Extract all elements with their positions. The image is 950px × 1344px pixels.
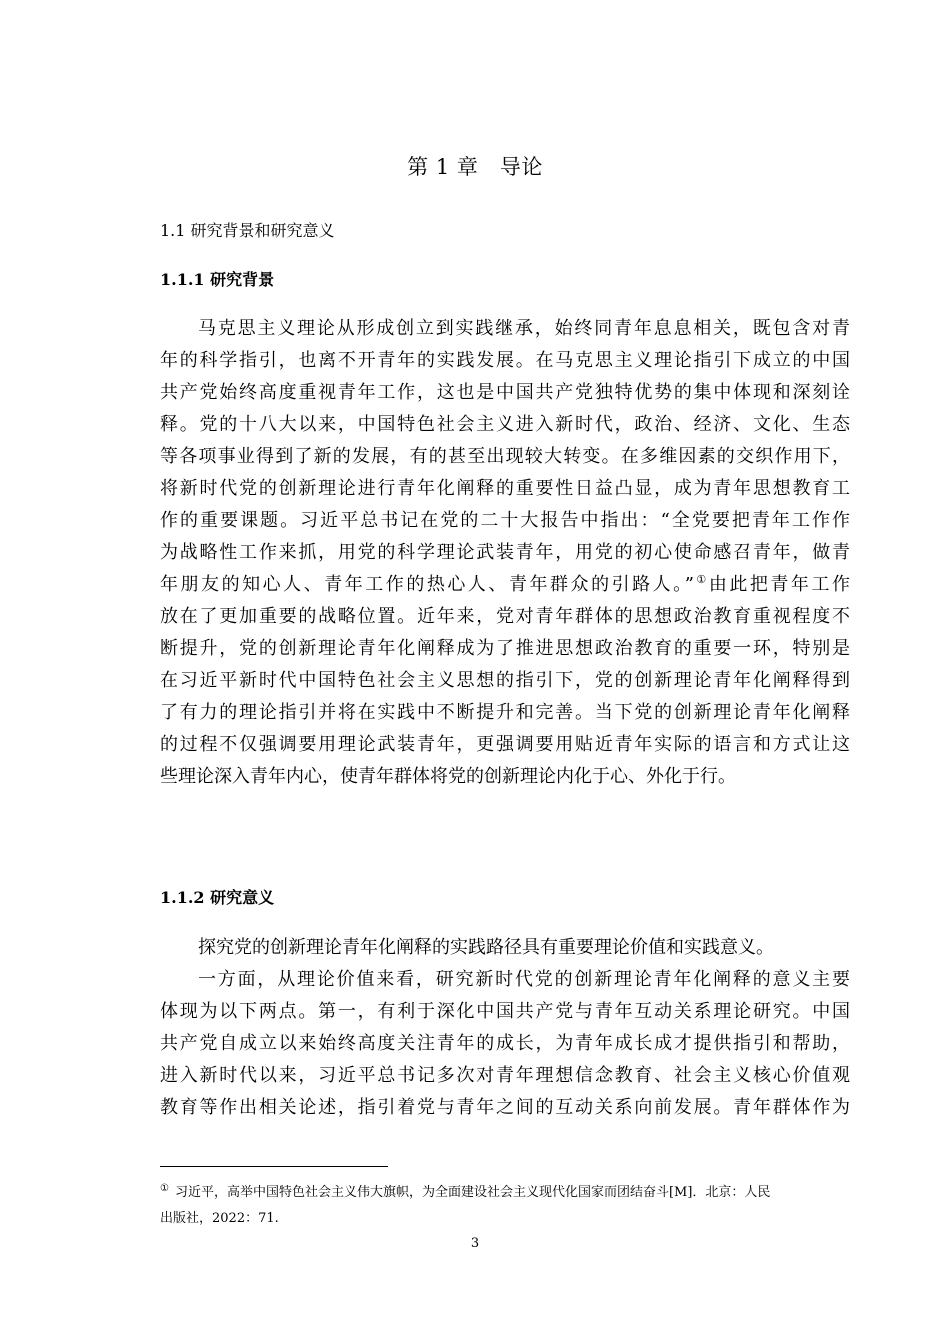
footnote-marker: ①	[693, 573, 709, 586]
paragraph-line: 的过程不仅强调要用理论武装青年，更强调要用贴近青年实际的语言和方式让这	[160, 734, 850, 755]
paragraph-line: 释。党的十八大以来，中国特色社会主义进入新时代，政治、经济、文化、生态	[160, 414, 850, 435]
subsection-heading-significance: 1.1.2 研究意义	[160, 888, 275, 907]
paragraph-line: 为战略性工作来抓，用党的科学理论武装青年，用党的初心使命感召青年，做青	[160, 542, 850, 563]
paragraph-line: 作的重要课题。习近平总书记在党的二十大报告中指出：“全党要把青年工作作	[160, 510, 850, 531]
paragraph-line: 等各项事业得到了新的发展，有的甚至出现较大转变。在多维因素的交织作用下，	[160, 446, 850, 467]
subsection-heading-background: 1.1.1 研究背景	[160, 270, 275, 289]
footnote-divider	[160, 1166, 388, 1167]
paragraph-line: 年的科学指引，也离不开青年的实践发展。在马克思主义理论指引下成立的中国	[160, 350, 850, 371]
footnote	[160, 1180, 840, 1232]
background-paragraph	[160, 313, 850, 793]
chapter-title: 第 1 章 导论	[407, 155, 543, 179]
paragraph-line: 将新时代党的创新理论进行青年化阐释的重要性日益凸显，成为青年思想教育工	[160, 478, 850, 499]
paragraph-line: 教育等作出相关论述，指引着党与青年之间的互动关系向前发展。青年群体作为	[160, 1097, 850, 1118]
paragraph-line: 断提升，党的创新理论青年化阐释成为了推进思想政治教育的重要一环，特别是	[160, 638, 850, 659]
footnote-text: 习近平，高举中国特色社会主义伟大旗帜，为全面建设社会主义现代化国家而团结奋斗[M]．北京：人民	[174, 1185, 771, 1200]
paragraph-line: 探究党的创新理论青年化阐释的实践路径具有重要理论价值和实践意义。	[198, 937, 774, 958]
paragraph-line: 些理论深入青年内心，使青年群体将党的创新理论内化于心、外化于行。	[160, 766, 736, 787]
page-number: 3	[470, 1236, 480, 1251]
paragraph-line: 放在了更加重要的战略位置。近年来，党对青年群体的思想政治教育重视程度不	[160, 606, 850, 627]
paragraph-line: 了有力的理论指引并将在实践中不断提升和完善。当下党的创新理论青年化阐释	[160, 702, 850, 723]
paragraph-line: 体现为以下两点。第一，有利于深化中国共产党与青年互动关系理论研究。中国	[160, 1001, 850, 1022]
section-heading: 1.1 研究背景和研究意义	[160, 221, 335, 240]
paragraph-line: 进入新时代以来，习近平总书记多次对青年理想信念教育、社会主义核心价值观	[160, 1065, 850, 1086]
paragraph-line-with-footnote	[160, 569, 850, 601]
line-text: 年朋友的知心人、青年工作的热心人、青年群众的引路人。”	[160, 574, 694, 595]
paragraph-line: 在习近平新时代中国特色社会主义思想的指引下，党的创新理论青年化阐释得到	[160, 670, 850, 691]
footnote-line	[160, 1180, 840, 1206]
significance-paragraphs	[160, 932, 850, 1124]
paragraph-line: 一方面，从理论价值来看，研究新时代党的创新理论青年化阐释的意义主要	[198, 969, 850, 990]
paragraph-line: 共产党自成立以来始终高度关注青年的成长，为青年成长成才提供指引和帮助，	[160, 1033, 850, 1054]
footnote-number: ①	[160, 1182, 169, 1194]
paragraph-line: 马克思主义理论从形成创立到实践继承，始终同青年息息相关，既包含对青	[198, 318, 850, 339]
paragraph-line: 共产党始终高度重视青年工作，这也是中国共产党独特优势的集中体现和深刻诠	[160, 382, 850, 403]
footnote-line: 出版社，2022：71.	[160, 1211, 279, 1226]
line-text: 由此把青年工作	[708, 574, 850, 595]
